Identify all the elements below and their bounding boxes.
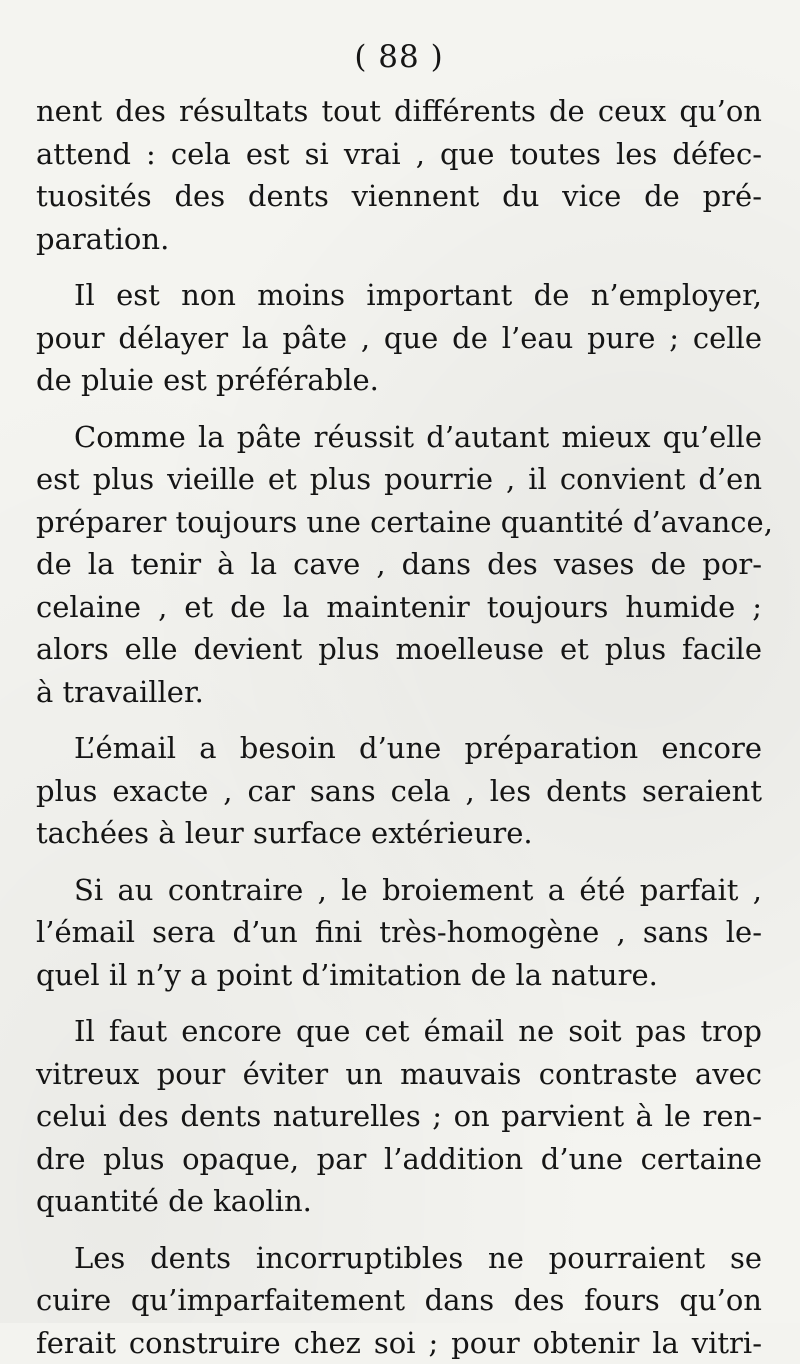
- paragraph-4: [36, 727, 762, 855]
- text-line: paration.: [36, 218, 762, 261]
- text-line: l’émail sera d’un fini très-homogène , sans le-: [36, 911, 762, 954]
- paragraph-7: [36, 1237, 762, 1364]
- text-line: celaine , et de la maintenir toujours humide ;: [36, 586, 762, 629]
- text-line: plus exacte , car sans cela , les dents seraient: [36, 770, 762, 813]
- text-line: cuire qu’imparfaitement dans des fours qu’on: [36, 1279, 762, 1322]
- text-line: à travailler.: [36, 671, 762, 714]
- page-number: ( 88 ): [36, 34, 762, 80]
- text-line: nent des résultats tout différents de ceux qu’on: [36, 90, 762, 133]
- text-line: quel il n’y a point d’imitation de la nature.: [36, 954, 762, 997]
- paragraph-1: [36, 90, 762, 260]
- text-line: Les dents incorruptibles ne pourraient se: [36, 1237, 762, 1280]
- text-line: est plus vieille et plus pourrie , il convient d’en: [36, 458, 762, 501]
- text-line: attend : cela est si vrai , que toutes les défec-: [36, 133, 762, 176]
- text-line: de pluie est préférable.: [36, 359, 762, 402]
- paragraph-6: [36, 1010, 762, 1223]
- text-line: vitreux pour éviter un mauvais contraste avec: [36, 1053, 762, 1096]
- paragraph-3: [36, 416, 762, 714]
- text-line: dre plus opaque, par l’addition d’une certaine: [36, 1138, 762, 1181]
- paragraph-2: [36, 274, 762, 402]
- text-line: celui des dents naturelles ; on parvient à le ren-: [36, 1095, 762, 1138]
- text-line: tachées à leur surface extérieure.: [36, 812, 762, 855]
- text-line: Comme la pâte réussit d’autant mieux qu’elle: [36, 416, 762, 459]
- text-line: L’émail a besoin d’une préparation encore: [36, 727, 762, 770]
- text-line: tuosités des dents viennent du vice de pré-: [36, 175, 762, 218]
- text-line: ferait construire chez soi ; pour obtenir la vitri-: [36, 1322, 762, 1364]
- paragraph-5: [36, 869, 762, 997]
- text-line: Si au contraire , le broiement a été parfait ,: [36, 869, 762, 912]
- text-line: pour délayer la pâte , que de l’eau pure ; celle: [36, 317, 762, 360]
- text-line: Il faut encore que cet émail ne soit pas trop: [36, 1010, 762, 1053]
- text-line: alors elle devient plus moelleuse et plus facile: [36, 628, 762, 671]
- text-line: quantité de kaolin.: [36, 1180, 762, 1223]
- text-line: préparer toujours une certaine quantité d’avance,: [36, 501, 762, 544]
- text-line: de la tenir à la cave , dans des vases de por-: [36, 543, 762, 586]
- text-line: Il est non moins important de n’employer,: [36, 274, 762, 317]
